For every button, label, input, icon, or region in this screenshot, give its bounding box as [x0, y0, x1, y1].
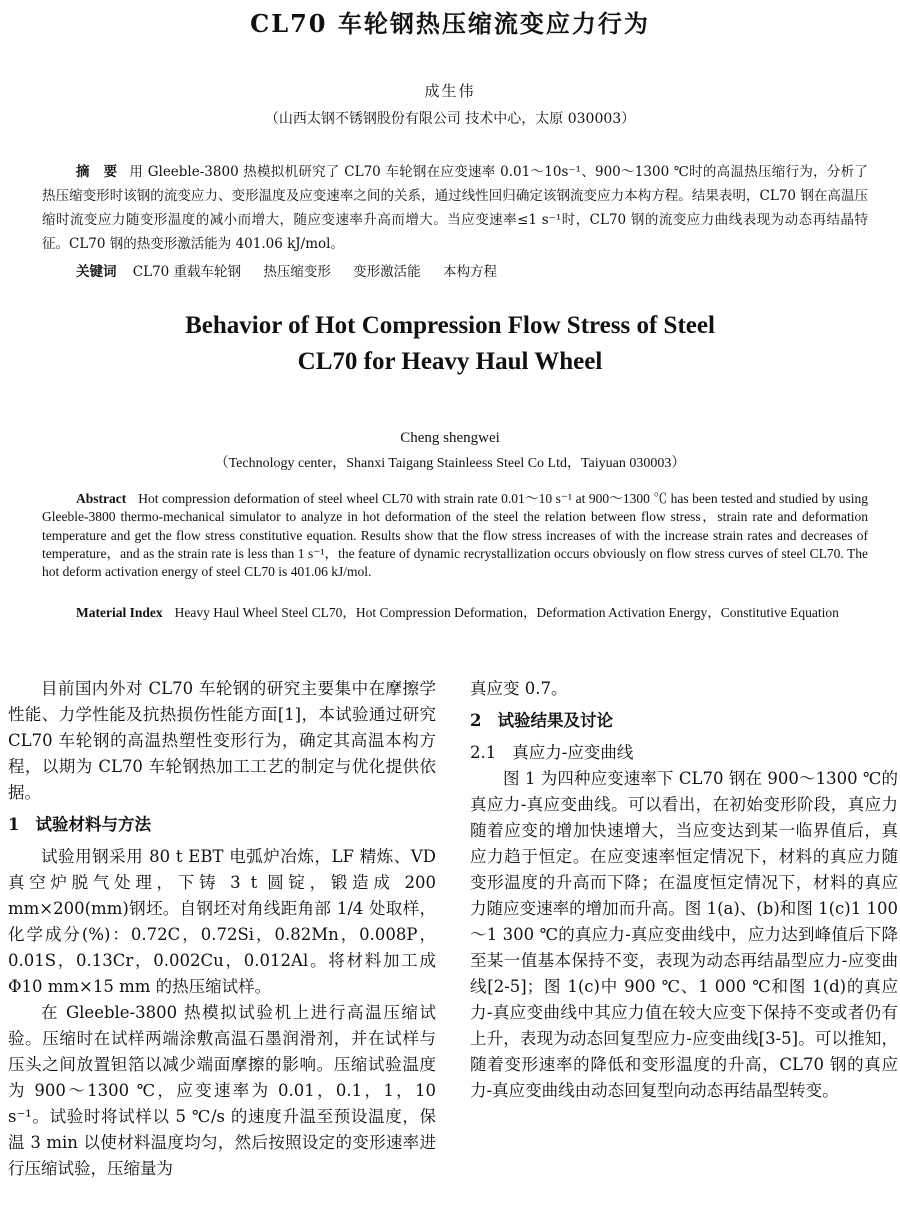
abstract-en-text: Hot compression deformation of steel wheel CL70 with strain rate 0.01～10 s⁻¹ at 900～1300 ℃ has been tested and studied by using Gleeble-3800 thermo-mechanical simulator to analyze in hot deformation of the steel the relation between flow stress，strain rate and deformation temperature and get the flow stress constitutive equation. Results show that the flow stress increases of with the increase strain rates and decreases of temperature，and as the strain rate is less than 1 s⁻¹，the feature of dynamic recrystallization occurs obviously on flow stress curves of steel CL70. The hot deform activation energy of steel CL70 is 401.06 kJ/mol.: [42, 491, 868, 580]
paper-title-cn: CL70 车轮钢热压缩流变应力行为: [250, 9, 650, 38]
keyword-cn: 热压缩变形: [263, 264, 331, 280]
keywords-en-label: Material Index: [76, 605, 163, 620]
section-2-number: 2: [470, 711, 482, 730]
abstract-cn-label: 摘 要: [76, 164, 118, 180]
affiliation-cn: （山西太钢不锈钢股份有限公司 技术中心，太原 030003）: [264, 111, 636, 127]
section-2-1-heading: [470, 740, 898, 766]
keyword-cn: 本构方程: [442, 264, 497, 280]
section-2-heading: [470, 708, 898, 734]
body-column-right: [470, 676, 898, 1104]
abstract-en-label: Abstract: [76, 491, 127, 506]
section-2-title: 试验结果及讨论: [497, 711, 613, 730]
keywords-en-text: Heavy Haul Wheel Steel CL70，Hot Compression Deformation，Deformation Activation Energy，Constitutive Equation: [174, 605, 839, 620]
keyword-cn: 变形激活能: [353, 264, 421, 280]
abstract-cn-text: 用 Gleeble-3800 热模拟机研究了 CL70 车轮钢在应变速率 0.01～10s⁻¹、900～1300 ℃时的高温热压缩行为，分析了热压缩变形时该钢的流变应力、变形温度及应变速率之间的关系，通过线性回归确定该钢流变应力本构方程。结果表明，CL70 钢在高温压缩时流变应力随变形温度的减小而增大，随应变速率升高而增大。当应变速率≤1 s⁻¹时，CL70 钢的流变应力曲线表现为动态再结晶特征。CL70 钢的热变形激活能为 401.06 kJ/mol。: [42, 164, 868, 252]
keywords-cn-label: 关键词: [76, 264, 117, 280]
keyword-cn: CL70 重载车轮钢: [132, 264, 242, 280]
section-2-1-title: 真应力-应变曲线: [512, 743, 634, 762]
keywords-en: [42, 604, 868, 622]
affiliation-en: （Technology center，Shanxi Taigang Stainleess Steel Co Ltd，Taiyuan 030003）: [214, 456, 686, 471]
section-2-1-paragraph: 图 1 为四种应变速率下 CL70 钢在 900～1300 ℃的真应力-真应变曲线。可以看出，在初始变形阶段，真应力随着应变的增加快速增大，当应变达到某一临界值后，真应力趋于恒定。在应变速率恒定情况下，材料的真应力随变形温度的升高而下降；在温度恒定情况下，材料的真应力随应变速率的增加而升高。图 1(a)、(b)和图 1(c)1 100～1 300 ℃的真应力-真应变曲线中，应力达到峰值后下降至某一值基本保持不变，表现为动态再结晶型应力-应变曲线[2-5]；图 1(c)中 900 ℃、1 000 ℃和图 1(d)的真应力-真应变曲线中其应力值在较大应变下保持不变或者仍有上升，表现为动态回复型应力-应变曲线[3-5]。可以推知，随着变形速率的降低和变形温度的升高，CL70 钢的真应力-真应变曲线由动态回复型向动态再结晶型转变。: [470, 769, 898, 1100]
section-1-title: 试验材料与方法: [35, 815, 151, 834]
section-1-number: 1: [8, 815, 20, 834]
section-1-paragraph: 试验用钢采用 80 t EBT 电弧炉冶炼，LF 精炼、VD 真空炉脱气处理，下铸 3 t 圆锭，锻造成 200 mm×200(mm)钢坯。自钢坯对角线距角部 1/4 处取样，化学成分(%)：0.72C，0.72Si，0.82Mn，0.008P，0.01S，0.13Cr，0.002Cu，0.012Al。将材料加工成 Φ10 mm×15 mm 的热压缩试样。: [8, 847, 436, 996]
section-2-1-number: 2.1: [470, 743, 497, 762]
paper-title-en: [0, 308, 900, 380]
paper-title-en-line2: CL70 for Heavy Haul Wheel: [297, 348, 603, 375]
paper-title-en-line1: Behavior of Hot Compression Flow Stress of Steel: [185, 312, 715, 339]
continued-text: 真应变 0.7。: [470, 679, 568, 698]
abstract-cn: [42, 160, 868, 256]
abstract-en: [42, 490, 868, 581]
intro-paragraph: 目前国内外对 CL70 车轮钢的研究主要集中在摩擦学性能、力学性能及抗热损伤性能方面[1]，本试验通过研究 CL70 车轮钢的高温热塑性变形行为，确定其高温本构方程，以期为 CL70 车轮钢热加工工艺的制定与优化提供依据。: [8, 679, 436, 802]
body-column-left: [8, 676, 436, 1182]
section-1-paragraph: 在 Gleeble-3800 热模拟试验机上进行高温压缩试验。压缩时在试样两端涂敷高温石墨润滑剂，并在试样与压头之间放置钽箔以减少端面摩擦的影响。压缩试验温度为 900～1300 ℃，应变速率为 0.01，0.1，1，10 s⁻¹。试验时将试样以 5 ℃/s 的速度升温至预设温度，保温 3 min 以使材料温度均匀，然后按照设定的变形速率进行压缩试验，压缩量为: [8, 1003, 436, 1178]
author-en: Cheng shengwei: [400, 430, 500, 446]
section-1-heading: [8, 812, 436, 838]
keywords-cn: [76, 260, 856, 280]
author-cn: 成生伟: [424, 82, 476, 100]
